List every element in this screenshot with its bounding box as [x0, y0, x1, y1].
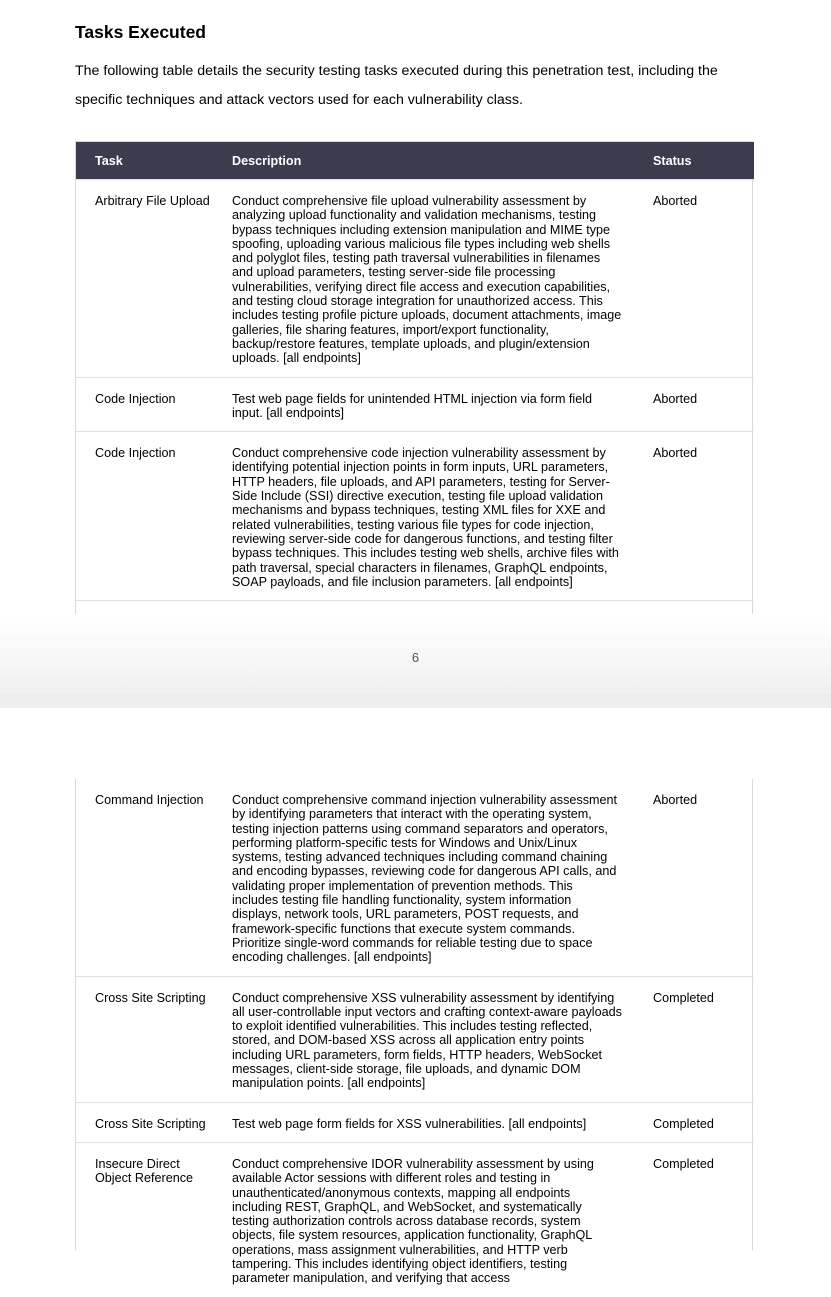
page-separator — [0, 694, 831, 708]
status-cell: Completed — [634, 1102, 754, 1142]
status-cell: Completed — [634, 1142, 754, 1296]
task-cell: Cross Site Scripting — [76, 1102, 213, 1142]
status-cell: Aborted — [634, 377, 754, 432]
tasks-table-continued — [75, 779, 753, 1286]
table-row — [76, 180, 754, 378]
description-cell: Conduct comprehensive code injection vulnerability assessment by identifying potential injection points in form inputs, URL parameters, HTTP headers, file uploads, and API parameters, testing for Server-Side Include (SSI) directive execution, testing file upload validation mechanisms and bypass techniques, testing XML files for XXE and related vulnerabilities, testing various file types for code injection, reviewing server-side code for dangerous functions, and testing filter bypass techniques. This includes testing web shells, archive files with path traversal, special characters in filenames, GraphQL endpoints, SOAP payloads, and file inclusion parameters. [all endpoints] — [213, 432, 634, 601]
tasks-table — [75, 141, 753, 614]
table-row — [76, 779, 754, 976]
task-cell: Insecure Direct Object Reference — [76, 1142, 213, 1296]
page-number: 6 — [411, 650, 420, 665]
task-cell: Code Injection — [76, 432, 213, 601]
task-cell: Code Injection — [76, 377, 213, 432]
task-cell: Arbitrary File Upload — [76, 180, 213, 378]
status-cell: Aborted — [634, 432, 754, 601]
description-cell: Conduct comprehensive command injection vulnerability assessment by identifying parameters that interact with the operating system, testing injection patterns using command separators and operators, performing platform-specific tests for Windows and Unix/Linux systems, testing advanced techniques including command chaining and encoding bypasses, reviewing code for dangerous API calls, and validating proper implementation of prevention methods. This includes testing file handling functionality, system information displays, network tools, URL parameters, POST requests, and framework-specific functions that execute system commands. Prioritize single-word commands for reliable testing due to space encoding challenges. [all endpoints] — [232, 793, 617, 965]
status-cell: Completed — [634, 976, 754, 1102]
description-cell: Conduct comprehensive XSS vulnerability assessment by identifying all user-controllable input vectors and crafting context-aware payloads to exploit identified vulnerabilities. This includes testing reflected, stored, and DOM-based XSS across all application entry points including URL parameters, form fields, HTTP headers, WebSocket messages, client-side storage, file uploads, and dynamic DOM manipulation points. [all endpoints] — [213, 976, 634, 1102]
section-intro: The following table details the security testing tasks executed during this penetration test, including the specific techniques and attack vectors used for each vulnerability class. — [75, 63, 718, 108]
status-cell: Aborted — [653, 793, 698, 807]
table-row — [76, 377, 754, 432]
description-cell: Test web page form fields for XSS vulnerabilities. [all endpoints] — [213, 1102, 634, 1142]
description-cell: Conduct comprehensive IDOR vulnerability assessment by using available Actor sessions with different roles and testing in unauthenticated/anonymous contexts, mapping all endpoints including REST, GraphQL, and WebSocket, and systematically testing authorization controls across database records, system objects, file system resources, application functionality, GraphQL operations, mass assignment vulnerabilities, and HTTP verb tampering. This includes identifying object identifiers, testing parameter manipulation, and verifying that access — [213, 1142, 634, 1296]
table-row — [76, 1102, 754, 1142]
header-description: Description — [213, 142, 634, 180]
page-6 — [0, 0, 831, 614]
description-cell: Conduct comprehensive file upload vulnerability assessment by analyzing upload functionality and validation mechanisms, testing bypass techniques including extension manipulation and MIME type spoofing, uploading various malicious file types including web shells and polyglot files, testing path traversal vulnerabilities in filenames and upload parameters, testing server-side file processing vulnerabilities, verifying direct file access and execution capabilities, and testing cloud storage integration for unauthorized access. This includes testing profile picture uploads, document attachments, image galleries, file sharing features, import/export functionality, backup/restore features, template uploads, and plugin/extension uploads. [all endpoints] — [213, 180, 634, 378]
status-cell: Aborted — [634, 180, 754, 378]
description-cell: Test web page fields for unintended HTML injection via form field input. [all endpoints] — [213, 377, 634, 432]
task-cell: Cross Site Scripting — [76, 976, 213, 1102]
task-cell: Command Injection — [95, 793, 204, 807]
section-title: Tasks Executed — [75, 22, 206, 42]
table-row — [76, 1142, 754, 1296]
header-task: Task — [76, 142, 213, 180]
table-row — [76, 432, 754, 601]
header-status: Status — [634, 142, 754, 180]
table-row — [76, 976, 754, 1102]
table-header-row — [76, 142, 754, 180]
